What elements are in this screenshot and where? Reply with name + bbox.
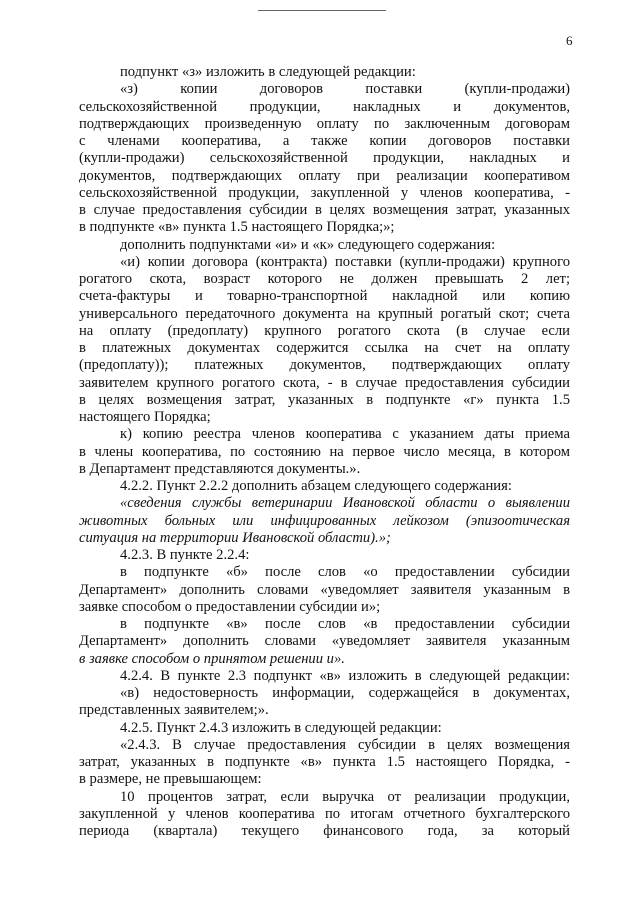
text-line: «сведения службы ветеринарии Ивановской области о выявлении [120, 495, 570, 512]
text-line: «и) копии договора (контракта) поставки (купли-продажи) крупного [120, 253, 570, 270]
text-line: в целях возмещения затрат, указанных в подпункте «г» пункта 1.5 [79, 391, 570, 408]
text-line: периода (квартала) текущего финансового года, за который [79, 823, 570, 839]
text-line: в члены кооператива, по состоянию на первое число месяца, в котором [79, 443, 570, 460]
text-line: сельскохозяйственной продукции, закупленной у членов кооператива, - [79, 184, 570, 201]
text-line: (купли-продажи) сельскохозяйственной продукции, накладных и [79, 150, 570, 167]
text-line: дополнить подпунктами «и» и «к» следующего содержания: [120, 236, 496, 253]
text-line: «в) недостоверность информации, содержащейся в документах, [120, 685, 570, 701]
text-line: рогатого скота, возраст которого не должен превышать 2 лет; [79, 271, 570, 287]
document-body [79, 64, 570, 840]
text-line: (предоплату)); платежных документов, подтверждающих оплату [79, 357, 570, 374]
text-line: в подпункте «в» пункта 1.5 настоящего Порядка;»; [79, 219, 395, 236]
text-line: в размере, не превышающем: [79, 771, 262, 788]
text-line: в платежных документах содержится ссылка на счет на оплату [79, 340, 570, 356]
text-line: затрат, указанных в подпункте «в» пункта 1.5 настоящего Порядка, - [79, 754, 570, 770]
text-line: 10 процентов затрат, если выручка от реализации продукции, [120, 788, 570, 805]
text-line: на оплату (предоплату) крупного рогатого скота (в случае если [79, 322, 570, 339]
text-line: 4.2.2. Пункт 2.2.2 дополнить абзацем следующего содержания: [120, 478, 512, 494]
top-rule [258, 10, 386, 11]
page-number: 6 [566, 33, 573, 48]
text-line: заявителем крупного рогатого скота, - в случае предоставления субсидии [79, 374, 570, 391]
text-line: 4.2.5. Пункт 2.4.3 изложить в следующей редакции: [120, 719, 442, 736]
text-line: Департамент» дополнить словами «уведомляет заявителя указанным в [79, 581, 570, 598]
text-line: настоящего Порядка; [79, 409, 211, 425]
text-line: ситуация на территории Ивановской области).»; [79, 529, 391, 546]
text-line: в подпункте «б» после слов «о предоставлении субсидии [120, 564, 570, 581]
text-line: Департамент» дополнить словами «уведомляет заявителя указанным [79, 633, 570, 650]
text-line: представленных заявителем;». [79, 702, 269, 719]
text-line: «з) копии договоров поставки (купли-продажи) [120, 81, 570, 98]
text-line: заявке способом о предоставлении субсидии и»; [79, 598, 381, 615]
text-line: подтверждающих произведенную оплату по заключенным договорам [79, 115, 570, 132]
text-line: в случае предоставления субсидии в целях возмещения затрат, указанных [79, 202, 570, 218]
text-line: 4.2.4. В пункте 2.3 подпункт «в» изложить в следующей редакции: [120, 667, 570, 684]
text-line: закупленной у членов кооператива по итогам отчетного бухгалтерского [79, 805, 570, 822]
text-line: документов, подтверждающих оплату при реализации кооперативом [79, 167, 570, 184]
text-line: подпункт «з» изложить в следующей редакции: [120, 64, 416, 80]
text-line: с членами кооператива, а также копии договоров поставки [79, 133, 570, 149]
text-line: 4.2.3. В пункте 2.2.4: [120, 547, 250, 563]
text-line: сельскохозяйственной продукции, накладных и документов, [79, 98, 570, 115]
text-line: в заявке способом о принятом решении и». [79, 650, 345, 667]
text-line: «2.4.3. В случае предоставления субсидии в целях возмещения [120, 736, 570, 753]
text-line: универсального передаточного документа на крупный рогатый скот; счета [79, 305, 570, 322]
text-line: счета-фактуры и товарно-транспортной накладной или копию [79, 288, 570, 305]
text-line: в подпункте «в» после слов «в предоставлении субсидии [120, 616, 570, 632]
text-line: животных больных или инфицированных лейкозом (эпизоотическая [79, 512, 570, 529]
text-line: к) копию реестра членов кооператива с указанием даты приема [120, 426, 570, 443]
text-line: в Департамент представляются документы.». [79, 460, 361, 477]
